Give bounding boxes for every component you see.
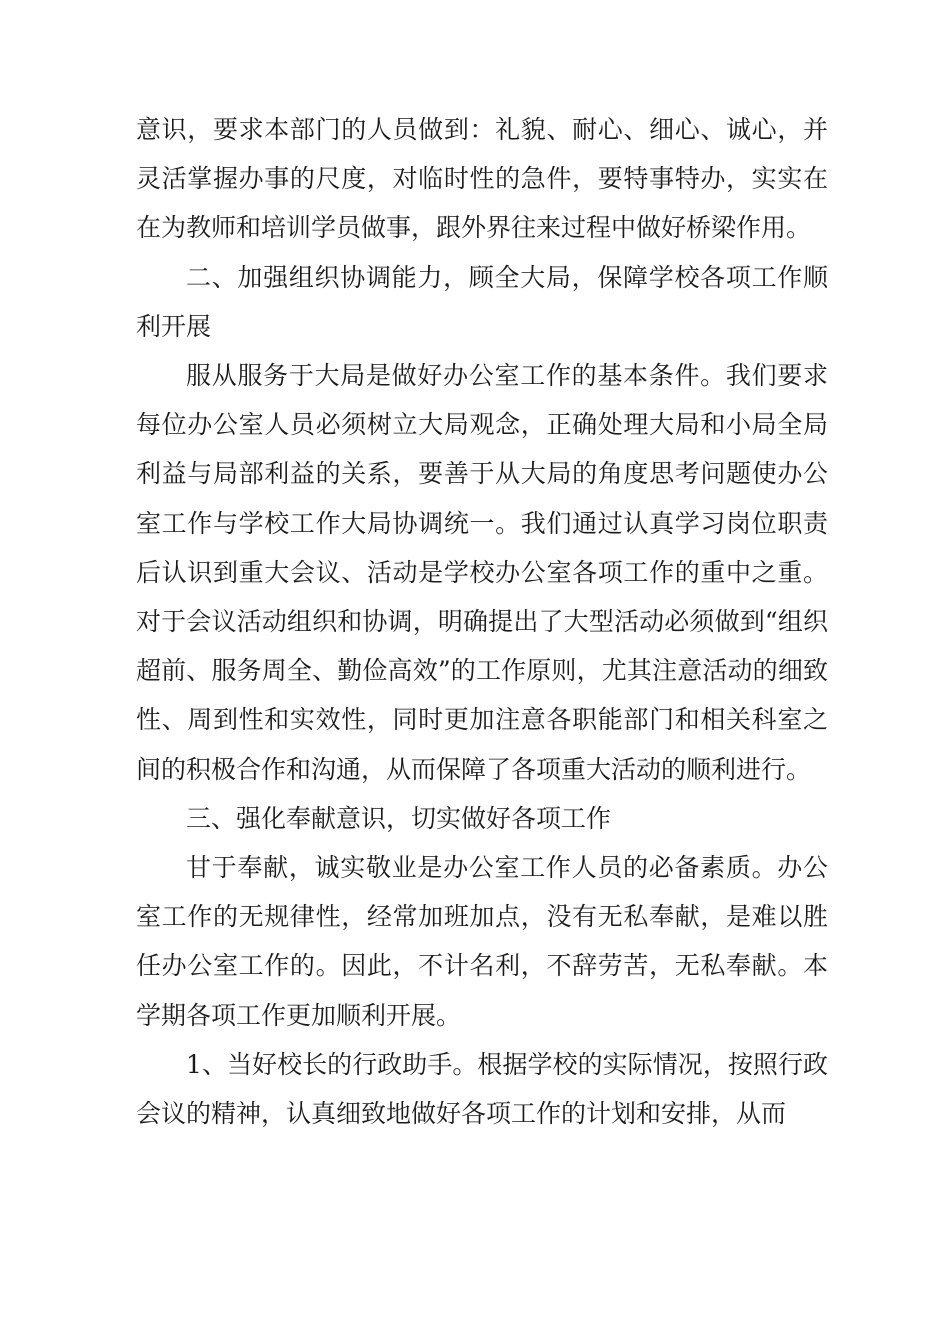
section-heading-3: 三、强化奉献意识，切实做好各项工作 <box>186 803 612 833</box>
section-heading-2: 二、加强组织协调能力，顾全大局，保障学校各项工作顺利开展 <box>136 262 828 341</box>
paragraph-dedication: 甘于奉献，诚实敬业是办公室工作人员的必备素质。办公室工作的无规律性，经常加班加点，没有无私奉献，是难以胜任办公室工作的。因此，不计名利，不辞劳苦，无私奉献。本学期各项工作更加顺利开展。 <box>136 853 828 1030</box>
document-body <box>136 105 828 1138</box>
paragraph-item-1: 1、当好校长的行政助手。根据学校的实际情况，按照行政会议的精神，认真细致地做好各项工作的计划和安排，从而 <box>136 1049 828 1129</box>
paragraph-overall-situation: 服从服务于大局是做好办公室工作的基本条件。我们要求每位办公室人员必须树立大局观念，正确处理大局和小局全局利益与局部利益的关系，要善于从大局的角度思考问题使办公室工作与学校工作大局协调统一。我们通过认真学习岗位职责后认识到重大会议、活动是学校办公室各项工作的重中之重。对于会议活动组织和协调，明确提出了大型活动必须做到“组织超前、服务周全、勤俭高效”的工作原则，尤其注意活动的细致性、周到性和实效性，同时更加注意各职能部门和相关科室之间的积极合作和沟通，从而保障了各项重大活动的顺利进行。 <box>136 361 828 784</box>
paragraph-continuation: 意识，要求本部门的人员做到：礼貌、耐心、细心、诚心，并灵活掌握办事的尺度，对临时性的急件，要特事特办，实实在在为教师和培训学员做事，跟外界往来过程中做好桥梁作用。 <box>136 115 828 243</box>
